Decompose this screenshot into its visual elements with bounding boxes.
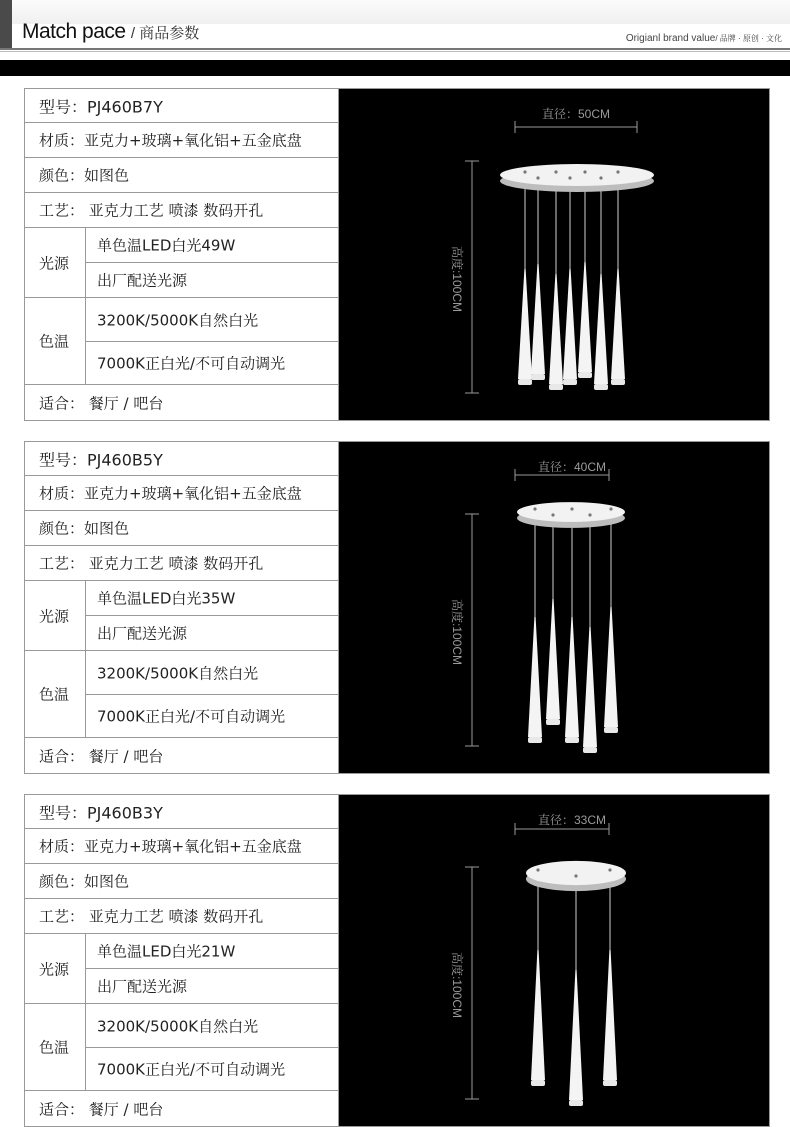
cone-shade [611, 269, 625, 379]
cone-shade [583, 627, 597, 747]
spec-color-row [25, 511, 339, 546]
spec-light-label: 光源 [39, 960, 70, 978]
spec-temp-1: 3200K/5000K自然白光 [97, 1017, 259, 1035]
spec-light-1: 单色温LED白光21W [97, 942, 236, 961]
cone-shade [578, 262, 592, 372]
spec-model: 型号：PJ460B3Y [39, 803, 163, 822]
header-accent-block [0, 0, 12, 48]
height-label: 高度:100CM [450, 951, 464, 1019]
brand-tagline [626, 33, 782, 44]
cone-shade [518, 269, 532, 379]
spec-light-1: 单色温LED白光35W [97, 589, 236, 608]
height-label: 高度:100CM [450, 245, 464, 313]
led-cap [531, 374, 545, 380]
led-cap [518, 379, 532, 385]
product-block [24, 441, 768, 774]
spec-temp-label: 色温 [39, 1038, 70, 1057]
spec-color: 颜色：如图色 [39, 872, 130, 891]
spec-model-row [25, 442, 339, 476]
cone-shade [604, 607, 618, 727]
section-header [0, 0, 790, 76]
spec-temp-cell [86, 651, 339, 695]
canopy-screw [608, 868, 611, 871]
cone-shade [565, 617, 579, 737]
cone-shade [603, 950, 617, 1080]
spec-temp-1: 3200K/5000K自然白光 [97, 664, 259, 682]
spec-light-cell [86, 616, 339, 650]
spec-craft-row [25, 193, 339, 228]
product-photo [338, 441, 770, 774]
cone-shade [569, 970, 583, 1100]
spec-table [24, 441, 340, 774]
cone-shade [563, 269, 577, 379]
spec-craft-row [25, 546, 339, 581]
canopy-screw [609, 507, 612, 510]
section-title [22, 20, 199, 44]
spec-temp-label: 色温 [39, 332, 70, 351]
canopy-screw [616, 170, 619, 173]
spec-suitable: 适合： 餐厅 / 吧台 [39, 747, 164, 765]
spec-light-cell [86, 581, 339, 616]
canopy-screw [583, 170, 586, 173]
spec-suitable-row [25, 738, 339, 773]
spec-light-label-cell [25, 581, 86, 650]
lamp-fixture [526, 861, 626, 1106]
canopy-screw [568, 176, 571, 179]
cone-shade [531, 264, 545, 374]
spec-light-label: 光源 [39, 254, 70, 272]
spec-temp-1: 3200K/5000K自然白光 [97, 311, 259, 329]
spec-light-2: 出厂配送光源 [97, 271, 188, 290]
spec-light-cell [86, 934, 339, 969]
section-title-en: Match pace [22, 20, 126, 43]
led-cap [546, 719, 560, 725]
product-block [24, 88, 768, 421]
spec-suitable-row [25, 1091, 339, 1126]
canopy-top [500, 164, 654, 186]
spec-material: 材质：亚克力+玻璃+氧化铝+五金底盘 [39, 131, 302, 150]
spec-temp-cell [86, 1048, 339, 1090]
spec-model-row [25, 89, 339, 123]
spec-craft: 工艺： 亚克力工艺 喷漆 数码开孔 [39, 201, 264, 220]
brand-tagline-cn: / 品牌 · 原创 · 文化 [715, 34, 782, 43]
canopy-screw [574, 874, 577, 877]
spec-temp-group [25, 298, 339, 385]
spec-table [24, 794, 340, 1127]
spec-table [24, 88, 340, 421]
spec-temp-group [25, 1004, 339, 1091]
spec-color-row [25, 864, 339, 899]
canopy-screw [599, 176, 602, 179]
spec-color: 颜色：如图色 [39, 166, 130, 185]
spec-material-row [25, 123, 339, 158]
led-cap [603, 1080, 617, 1086]
product-block [24, 794, 768, 1127]
header-black-band [0, 60, 790, 76]
spec-light-2: 出厂配送光源 [97, 977, 188, 996]
spec-light-label: 光源 [39, 607, 70, 625]
led-cap [531, 1080, 545, 1086]
canopy-screw [536, 176, 539, 179]
lamp-illustration [339, 795, 769, 1126]
spec-temp-label-cell [25, 1004, 86, 1090]
spec-model: 型号：PJ460B7Y [39, 97, 163, 116]
spec-material-row [25, 829, 339, 864]
spec-temp-label-cell [25, 651, 86, 737]
led-cap [549, 384, 563, 390]
led-cap [578, 372, 592, 378]
spec-temp-cell [86, 695, 339, 737]
spec-light-group [25, 228, 339, 298]
led-cap [528, 737, 542, 743]
spec-light-cell [86, 228, 339, 263]
spec-craft-row [25, 899, 339, 934]
spec-temp-cell [86, 1004, 339, 1048]
section-title-cn: / 商品参数 [130, 25, 200, 42]
spec-light-group [25, 934, 339, 1004]
canopy-screw [536, 868, 539, 871]
spec-temp-cell [86, 298, 339, 342]
canopy-screw [570, 507, 573, 510]
cone-shade [594, 274, 608, 384]
header-divider [0, 48, 790, 50]
lamp-fixture [517, 502, 625, 753]
spec-model: 型号：PJ460B5Y [39, 450, 163, 469]
led-cap [569, 1100, 583, 1106]
product-photo [338, 88, 770, 421]
spec-craft: 工艺： 亚克力工艺 喷漆 数码开孔 [39, 554, 264, 573]
spec-temp-label: 色温 [39, 685, 70, 704]
led-cap [583, 747, 597, 753]
spec-light-2: 出厂配送光源 [97, 624, 188, 643]
spec-material-row [25, 476, 339, 511]
spec-color-row [25, 158, 339, 193]
spec-temp-2: 7000K正白光/不可自动调光 [97, 354, 286, 373]
product-photo [338, 794, 770, 1127]
spec-temp-group [25, 651, 339, 738]
spec-model-row [25, 795, 339, 829]
led-cap [565, 737, 579, 743]
spec-light-label-cell [25, 934, 86, 1003]
spec-temp-cell [86, 342, 339, 384]
lamp-illustration [339, 89, 769, 420]
spec-temp-label-cell [25, 298, 86, 384]
canopy-screw [523, 170, 526, 173]
spec-suitable: 适合： 餐厅 / 吧台 [39, 1100, 164, 1118]
spec-light-label-cell [25, 228, 86, 297]
spec-light-cell [86, 263, 339, 297]
spec-light-group [25, 581, 339, 651]
cone-shade [549, 274, 563, 384]
brand-tagline-en: Origianl brand value [625, 33, 716, 44]
spec-temp-2: 7000K正白光/不可自动调光 [97, 707, 286, 726]
diameter-label: 直径：33CM [537, 813, 607, 827]
lamp-fixture [500, 164, 654, 390]
led-cap [604, 727, 618, 733]
spec-material: 材质：亚克力+玻璃+氧化铝+五金底盘 [39, 837, 302, 856]
diameter-label: 直径：40CM [537, 460, 607, 474]
spec-light-1: 单色温LED白光49W [97, 236, 236, 255]
canopy-screw [554, 170, 557, 173]
spec-suitable-row [25, 385, 339, 420]
lamp-illustration [339, 442, 769, 773]
led-cap [611, 379, 625, 385]
canopy-top [526, 861, 626, 885]
led-cap [563, 379, 577, 385]
led-cap [594, 384, 608, 390]
canopy-screw [533, 507, 536, 510]
canopy-screw [551, 513, 554, 516]
spec-suitable: 适合： 餐厅 / 吧台 [39, 394, 164, 412]
canopy-screw [588, 513, 591, 516]
spec-material: 材质：亚克力+玻璃+氧化铝+五金底盘 [39, 484, 302, 503]
spec-craft: 工艺： 亚克力工艺 喷漆 数码开孔 [39, 907, 264, 926]
canopy-top [517, 502, 625, 522]
cone-shade [528, 617, 542, 737]
height-label: 高度:100CM [450, 598, 464, 666]
spec-color: 颜色：如图色 [39, 519, 130, 538]
spec-light-cell [86, 969, 339, 1003]
spec-temp-2: 7000K正白光/不可自动调光 [97, 1060, 286, 1079]
cone-shade [546, 599, 560, 719]
diameter-label: 直径：50CM [541, 107, 611, 121]
header-divider-thin [0, 51, 790, 52]
cone-shade [531, 950, 545, 1080]
